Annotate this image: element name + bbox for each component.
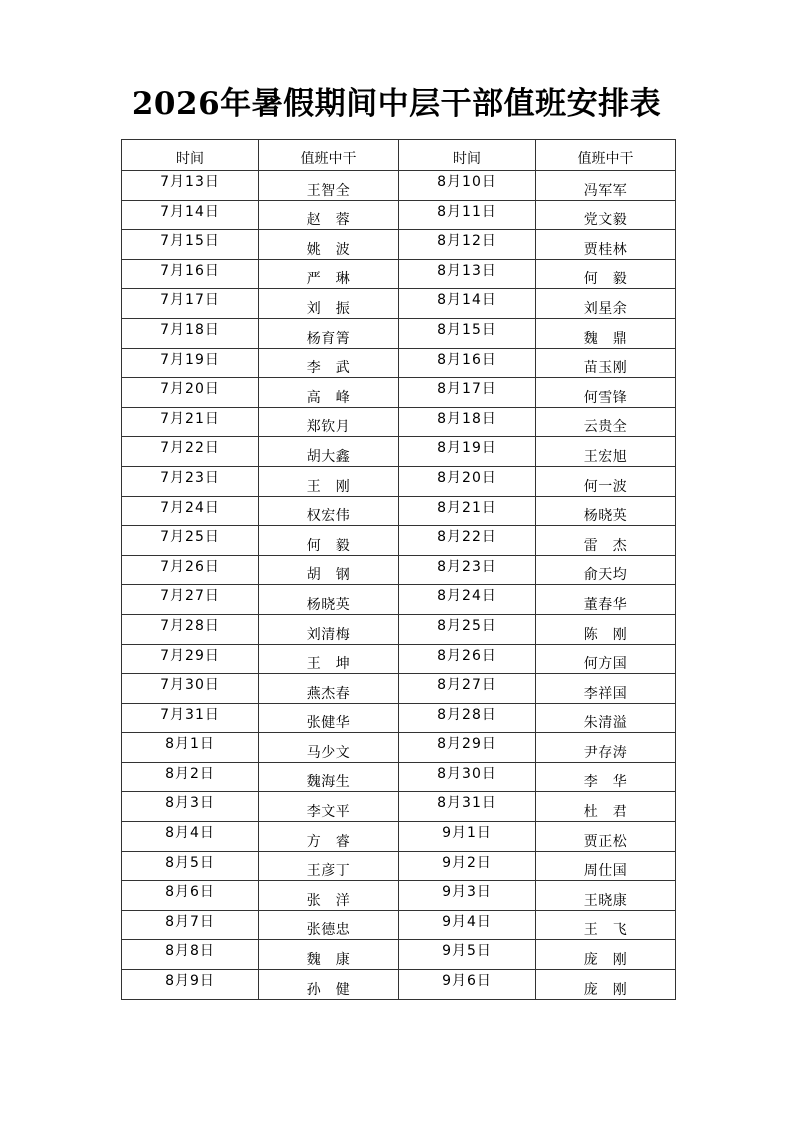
date-cell-right: 9月3日 xyxy=(399,881,536,911)
date-cell-left: 7月15日 xyxy=(122,230,259,260)
duty-cadre-cell-right: 周仕国 xyxy=(536,851,676,881)
date-cell-left: 7月17日 xyxy=(122,289,259,319)
duty-cadre-cell-right: 朱清溢 xyxy=(536,703,676,733)
date-cell-right: 8月21日 xyxy=(399,496,536,526)
date-cell-left: 8月6日 xyxy=(122,881,259,911)
duty-cadre-cell-left: 王智全 xyxy=(259,171,399,201)
table-row xyxy=(122,348,676,378)
duty-cadre-cell-right: 冯军军 xyxy=(536,171,676,201)
duty-cadre-cell-right: 何方国 xyxy=(536,644,676,674)
duty-schedule-table xyxy=(121,139,676,1000)
date-cell-left: 8月8日 xyxy=(122,940,259,970)
table-row xyxy=(122,230,676,260)
duty-cadre-cell-left: 刘清梅 xyxy=(259,614,399,644)
duty-cadre-cell-left: 张 洋 xyxy=(259,881,399,911)
date-cell-left: 7月13日 xyxy=(122,171,259,201)
table-row xyxy=(122,526,676,556)
date-cell-right: 8月22日 xyxy=(399,526,536,556)
duty-cadre-cell-right: 何一波 xyxy=(536,466,676,496)
duty-cadre-cell-left: 魏 康 xyxy=(259,940,399,970)
duty-cadre-cell-right: 尹存涛 xyxy=(536,733,676,763)
date-cell-right: 8月18日 xyxy=(399,407,536,437)
table-body xyxy=(122,171,676,1000)
duty-cadre-cell-left: 王 刚 xyxy=(259,466,399,496)
date-cell-right: 9月2日 xyxy=(399,851,536,881)
table-row xyxy=(122,703,676,733)
table-row xyxy=(122,259,676,289)
date-cell-right: 8月11日 xyxy=(399,200,536,230)
duty-cadre-cell-right: 杨晓英 xyxy=(536,496,676,526)
duty-cadre-cell-left: 杨晓英 xyxy=(259,585,399,615)
header-duty-cadre-right: 值班中干 xyxy=(536,140,676,171)
table-row xyxy=(122,822,676,852)
duty-cadre-cell-right: 苗玉刚 xyxy=(536,348,676,378)
table-row xyxy=(122,851,676,881)
duty-cadre-cell-right: 贾桂林 xyxy=(536,230,676,260)
duty-cadre-cell-right: 董春华 xyxy=(536,585,676,615)
table-row xyxy=(122,733,676,763)
table-row xyxy=(122,762,676,792)
date-cell-left: 7月20日 xyxy=(122,378,259,408)
date-cell-left: 8月4日 xyxy=(122,822,259,852)
date-cell-left: 8月9日 xyxy=(122,970,259,1000)
date-cell-right: 9月6日 xyxy=(399,970,536,1000)
duty-cadre-cell-left: 李文平 xyxy=(259,792,399,822)
duty-cadre-cell-left: 方 睿 xyxy=(259,822,399,852)
duty-cadre-cell-right: 王晓康 xyxy=(536,881,676,911)
duty-cadre-cell-right: 贾正松 xyxy=(536,822,676,852)
duty-cadre-cell-left: 胡 钢 xyxy=(259,555,399,585)
table-row xyxy=(122,970,676,1000)
header-date-right: 时间 xyxy=(399,140,536,171)
date-cell-right: 8月13日 xyxy=(399,259,536,289)
duty-cadre-cell-left: 张德忠 xyxy=(259,910,399,940)
date-cell-left: 8月3日 xyxy=(122,792,259,822)
duty-cadre-cell-right: 王宏旭 xyxy=(536,437,676,467)
date-cell-left: 7月16日 xyxy=(122,259,259,289)
table-row xyxy=(122,318,676,348)
date-cell-right: 8月27日 xyxy=(399,674,536,704)
duty-cadre-cell-right: 俞天均 xyxy=(536,555,676,585)
table-row xyxy=(122,407,676,437)
table-row xyxy=(122,940,676,970)
date-cell-right: 9月4日 xyxy=(399,910,536,940)
duty-cadre-cell-right: 党文毅 xyxy=(536,200,676,230)
table-row xyxy=(122,674,676,704)
table-row xyxy=(122,910,676,940)
table-header-row xyxy=(122,140,676,171)
duty-cadre-cell-left: 赵 蓉 xyxy=(259,200,399,230)
duty-cadre-cell-left: 孙 健 xyxy=(259,970,399,1000)
date-cell-right: 8月31日 xyxy=(399,792,536,822)
date-cell-right: 8月19日 xyxy=(399,437,536,467)
date-cell-right: 8月30日 xyxy=(399,762,536,792)
duty-cadre-cell-left: 胡大鑫 xyxy=(259,437,399,467)
date-cell-left: 8月2日 xyxy=(122,762,259,792)
table-row xyxy=(122,171,676,201)
duty-cadre-cell-right: 庞 刚 xyxy=(536,940,676,970)
duty-cadre-cell-right: 刘星余 xyxy=(536,289,676,319)
date-cell-right: 8月24日 xyxy=(399,585,536,615)
date-cell-right: 8月20日 xyxy=(399,466,536,496)
duty-cadre-cell-right: 王 飞 xyxy=(536,910,676,940)
duty-cadre-cell-right: 何雪锋 xyxy=(536,378,676,408)
date-cell-left: 8月7日 xyxy=(122,910,259,940)
table-row xyxy=(122,289,676,319)
duty-cadre-cell-left: 姚 波 xyxy=(259,230,399,260)
duty-cadre-cell-left: 严 琳 xyxy=(259,259,399,289)
table-row xyxy=(122,881,676,911)
date-cell-left: 7月26日 xyxy=(122,555,259,585)
date-cell-right: 9月5日 xyxy=(399,940,536,970)
duty-cadre-cell-right: 李 华 xyxy=(536,762,676,792)
duty-cadre-cell-left: 马少文 xyxy=(259,733,399,763)
date-cell-left: 7月21日 xyxy=(122,407,259,437)
duty-cadre-cell-right: 何 毅 xyxy=(536,259,676,289)
duty-cadre-cell-left: 燕杰春 xyxy=(259,674,399,704)
date-cell-left: 7月23日 xyxy=(122,466,259,496)
header-date-left: 时间 xyxy=(122,140,259,171)
duty-cadre-cell-right: 陈 刚 xyxy=(536,614,676,644)
date-cell-right: 8月12日 xyxy=(399,230,536,260)
duty-cadre-cell-right: 李祥国 xyxy=(536,674,676,704)
table-row xyxy=(122,378,676,408)
date-cell-right: 9月1日 xyxy=(399,822,536,852)
date-cell-right: 8月16日 xyxy=(399,348,536,378)
table-row xyxy=(122,792,676,822)
date-cell-right: 8月10日 xyxy=(399,171,536,201)
page-title: 2026年暑假期间中层干部值班安排表 xyxy=(131,86,662,122)
table-row xyxy=(122,466,676,496)
duty-cadre-cell-left: 张健华 xyxy=(259,703,399,733)
date-cell-left: 7月27日 xyxy=(122,585,259,615)
duty-cadre-cell-left: 何 毅 xyxy=(259,526,399,556)
date-cell-left: 8月5日 xyxy=(122,851,259,881)
duty-cadre-cell-left: 高 峰 xyxy=(259,378,399,408)
date-cell-left: 7月30日 xyxy=(122,674,259,704)
date-cell-right: 8月29日 xyxy=(399,733,536,763)
date-cell-right: 8月14日 xyxy=(399,289,536,319)
duty-cadre-cell-right: 杜 君 xyxy=(536,792,676,822)
duty-cadre-cell-left: 李 武 xyxy=(259,348,399,378)
table-row xyxy=(122,496,676,526)
date-cell-left: 7月31日 xyxy=(122,703,259,733)
date-cell-right: 8月17日 xyxy=(399,378,536,408)
table-row xyxy=(122,614,676,644)
date-cell-right: 8月15日 xyxy=(399,318,536,348)
duty-cadre-cell-right: 庞 刚 xyxy=(536,970,676,1000)
date-cell-left: 7月29日 xyxy=(122,644,259,674)
header-duty-cadre-left: 值班中干 xyxy=(259,140,399,171)
table-row xyxy=(122,585,676,615)
duty-cadre-cell-right: 云贵全 xyxy=(536,407,676,437)
date-cell-right: 8月23日 xyxy=(399,555,536,585)
duty-cadre-cell-left: 权宏伟 xyxy=(259,496,399,526)
date-cell-left: 7月24日 xyxy=(122,496,259,526)
duty-cadre-cell-right: 魏 鼎 xyxy=(536,318,676,348)
duty-cadre-cell-left: 郑钦月 xyxy=(259,407,399,437)
date-cell-left: 8月1日 xyxy=(122,733,259,763)
duty-cadre-cell-left: 杨育箐 xyxy=(259,318,399,348)
duty-cadre-cell-right: 雷 杰 xyxy=(536,526,676,556)
date-cell-left: 7月28日 xyxy=(122,614,259,644)
date-cell-left: 7月18日 xyxy=(122,318,259,348)
date-cell-left: 7月19日 xyxy=(122,348,259,378)
date-cell-left: 7月25日 xyxy=(122,526,259,556)
date-cell-right: 8月25日 xyxy=(399,614,536,644)
duty-cadre-cell-left: 刘 振 xyxy=(259,289,399,319)
date-cell-right: 8月26日 xyxy=(399,644,536,674)
table-row xyxy=(122,555,676,585)
table-row xyxy=(122,437,676,467)
date-cell-right: 8月28日 xyxy=(399,703,536,733)
date-cell-left: 7月14日 xyxy=(122,200,259,230)
date-cell-left: 7月22日 xyxy=(122,437,259,467)
table-row xyxy=(122,200,676,230)
duty-cadre-cell-left: 魏海生 xyxy=(259,762,399,792)
table-row xyxy=(122,644,676,674)
duty-cadre-cell-left: 王彦丁 xyxy=(259,851,399,881)
duty-cadre-cell-left: 王 坤 xyxy=(259,644,399,674)
